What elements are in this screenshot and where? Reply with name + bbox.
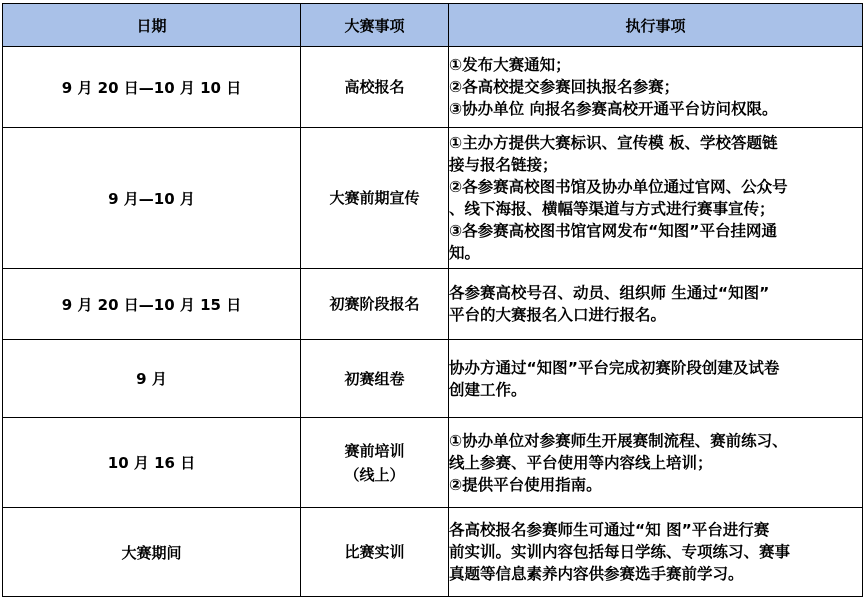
event-cell <box>301 128 449 269</box>
task-line: ②提供平台使用指南。 <box>449 475 602 494</box>
event-line: （线上） <box>344 465 405 484</box>
task-line: ①发布大赛通知； <box>449 56 571 74</box>
header-event: 大赛事项 <box>301 4 449 47</box>
task-line: 知。 <box>449 244 481 262</box>
task-line: 真题等信息素养内容供参赛选手赛前学习。 <box>449 565 744 583</box>
table-row <box>3 269 863 340</box>
event-cell <box>301 340 449 418</box>
event-cell <box>301 269 449 340</box>
table-row <box>3 508 863 597</box>
event-line: 大赛前期宣传 <box>329 189 420 207</box>
date-cell: 9 月 20 日—10 月 15 日 <box>3 269 301 340</box>
event-cell <box>301 508 449 597</box>
task-line: 前实训。实训内容包括每日学练、专项练习、赛事 <box>449 543 791 561</box>
task-line: ②各参赛高校图书馆及协办单位通过官网、公众号 <box>449 178 788 196</box>
task-line: 平台的大赛报名入口进行报名。 <box>449 306 667 324</box>
task-cell <box>449 269 863 340</box>
task-line: 线上参赛、平台使用等内容线上培训； <box>449 453 713 472</box>
event-line: 高校报名 <box>344 78 405 96</box>
task-cell <box>449 47 863 128</box>
header-row <box>3 4 863 47</box>
event-line: 赛前培训 <box>344 441 405 460</box>
task-cell <box>449 128 863 269</box>
date-cell: 9 月 20 日—10 月 10 日 <box>3 47 301 128</box>
task-line: ③协办单位 向报名参赛高校开通平台访问权限。 <box>449 100 778 118</box>
schedule-body <box>3 47 863 597</box>
task-cell <box>449 340 863 418</box>
event-line: 初赛阶段报名 <box>329 295 420 313</box>
date-cell: 10 月 16 日 <box>3 418 301 508</box>
task-line: 各参赛高校号召、动员、组织师 生通过“知图” <box>449 284 770 302</box>
task-line: 各高校报名参赛师生可通过“知 图”平台进行赛 <box>449 521 770 539</box>
table-row <box>3 418 863 508</box>
task-line: ②各高校提交参赛回执报名参赛； <box>449 78 680 96</box>
task-cell <box>449 508 863 597</box>
event-cell <box>301 418 449 508</box>
event-cell <box>301 47 449 128</box>
task-line: 、线下海报、横幅等渠道与方式进行赛事宣传； <box>449 200 775 218</box>
task-cell <box>449 418 863 508</box>
event-line: 初赛组卷 <box>344 369 405 388</box>
schedule-table <box>2 3 863 597</box>
event-line: 比赛实训 <box>344 543 405 561</box>
task-line: ①主办方提供大赛标识、宣传模 板、学校答题链 <box>449 134 778 152</box>
task-line: ③各参赛高校图书馆官网发布“知图”平台挂网通 <box>449 222 777 240</box>
date-cell: 9 月—10 月 <box>3 128 301 269</box>
header-date: 日期 <box>3 4 301 47</box>
task-line: 创建工作。 <box>449 380 527 399</box>
task-line: 接与报名链接； <box>449 156 558 174</box>
table-row <box>3 128 863 269</box>
task-line: ①协办单位对参赛师生开展赛制流程、赛前练习、 <box>449 431 788 450</box>
date-cell: 9 月 <box>3 340 301 418</box>
date-cell: 大赛期间 <box>3 508 301 597</box>
header-tasks: 执行事项 <box>449 4 863 47</box>
table-row <box>3 47 863 128</box>
task-line: 协办方通过“知图”平台完成初赛阶段创建及试卷 <box>449 358 780 377</box>
table-row <box>3 340 863 418</box>
